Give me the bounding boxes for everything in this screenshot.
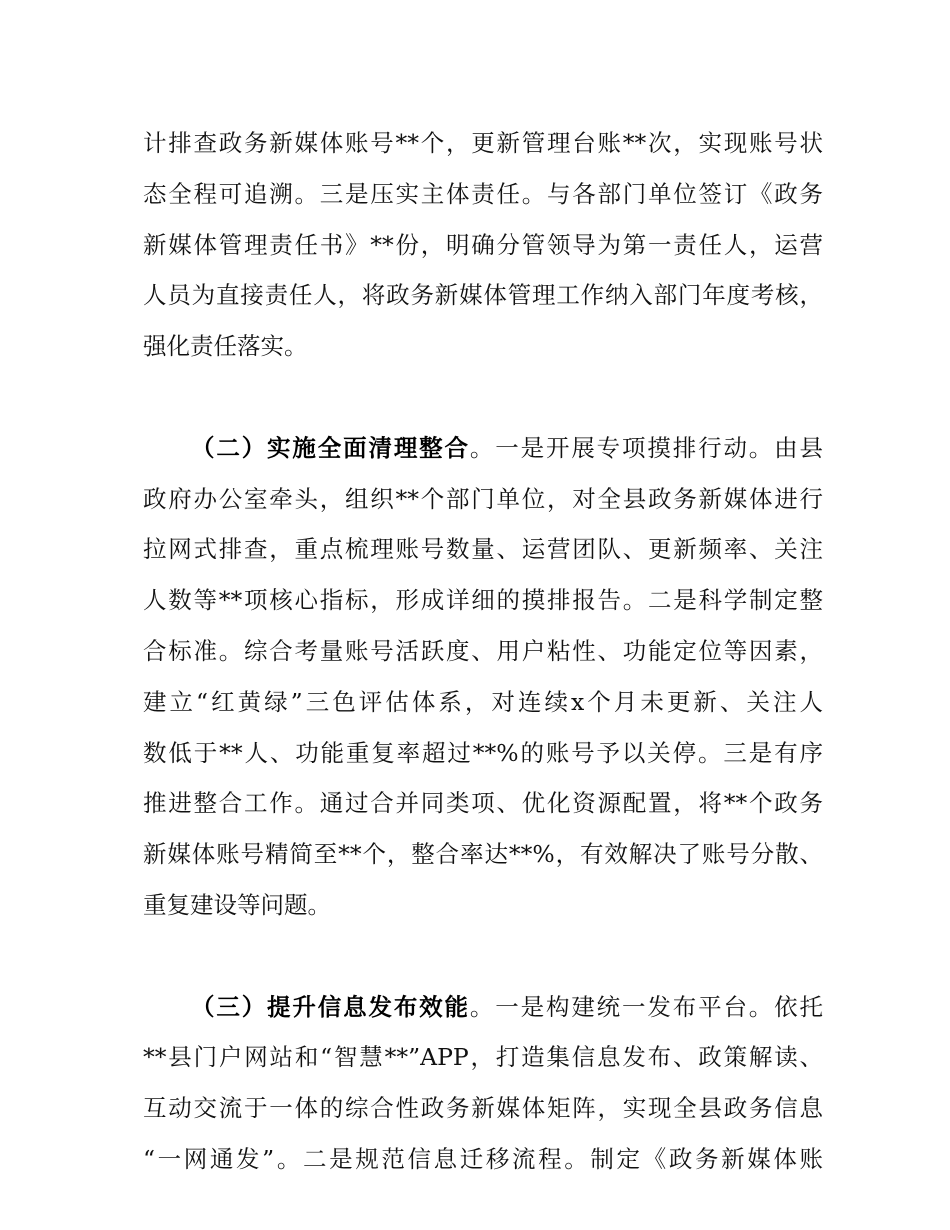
paragraph-1 bbox=[143, 118, 823, 372]
text-line: 数低于**人、功能重复率超过**%的账号予以关停。三是有序 bbox=[143, 738, 823, 767]
text-line: **县门户网站和“智慧**”APP，打造集信息发布、政策解读、 bbox=[143, 1043, 823, 1072]
text-line: 新媒体管理责任书》**份，明确分管领导为第一责任人，运营 bbox=[143, 230, 823, 259]
heading-line-rest: 。一是构建统一发布平台。依托 bbox=[469, 992, 823, 1021]
section-heading: （三）提升信息发布效能 bbox=[191, 992, 470, 1021]
text-line: 政府办公室牵头，组织**个部门单位，对全县政务新媒体进行 bbox=[143, 484, 823, 513]
text-line: 重复建设等问题。 bbox=[143, 890, 331, 919]
text-line: 人数等**项核心指标，形成详细的摸排报告。二是科学制定整 bbox=[143, 586, 823, 615]
document-body bbox=[143, 118, 823, 1185]
text-line: 人员为直接责任人，将政务新媒体管理工作纳入部门年度考核， bbox=[143, 281, 823, 310]
text-line: 建立“红黄绿”三色评估体系，对连续x个月未更新、关注人 bbox=[143, 687, 823, 716]
paragraph-spacer bbox=[143, 372, 823, 423]
text-line: 拉网式排查，重点梳理账号数量、运营团队、更新频率、关注 bbox=[143, 535, 823, 564]
text-line: 强化责任落实。 bbox=[143, 332, 308, 361]
text-line bbox=[143, 982, 823, 1033]
text-line: 态全程可追溯。三是压实主体责任。与各部门单位签订《政务 bbox=[143, 179, 823, 208]
section-heading: （二）实施全面清理整合 bbox=[191, 433, 470, 462]
paragraph-spacer bbox=[143, 931, 823, 982]
text-line: 推进整合工作。通过合并同类项、优化资源配置，将**个政务 bbox=[143, 789, 823, 818]
text-line: 合标准。综合考量账号活跃度、用户粘性、功能定位等因素， bbox=[143, 636, 823, 665]
text-line: “一网通发”。二是规范信息迁移流程。制定《政务新媒体账 bbox=[143, 1144, 823, 1173]
heading-line-rest: 。一是开展专项摸排行动。由县 bbox=[469, 433, 823, 462]
text-line: 新媒体账号精简至**个，整合率达**%，有效解决了账号分散、 bbox=[143, 840, 823, 869]
paragraph-2 bbox=[143, 423, 823, 931]
text-line bbox=[143, 423, 823, 474]
paragraph-3 bbox=[143, 982, 823, 1185]
text-line: 互动交流于一体的综合性政务新媒体矩阵，实现全县政务信息 bbox=[143, 1094, 823, 1123]
text-line: 计排查政务新媒体账号**个，更新管理台账**次，实现账号状 bbox=[143, 129, 823, 157]
